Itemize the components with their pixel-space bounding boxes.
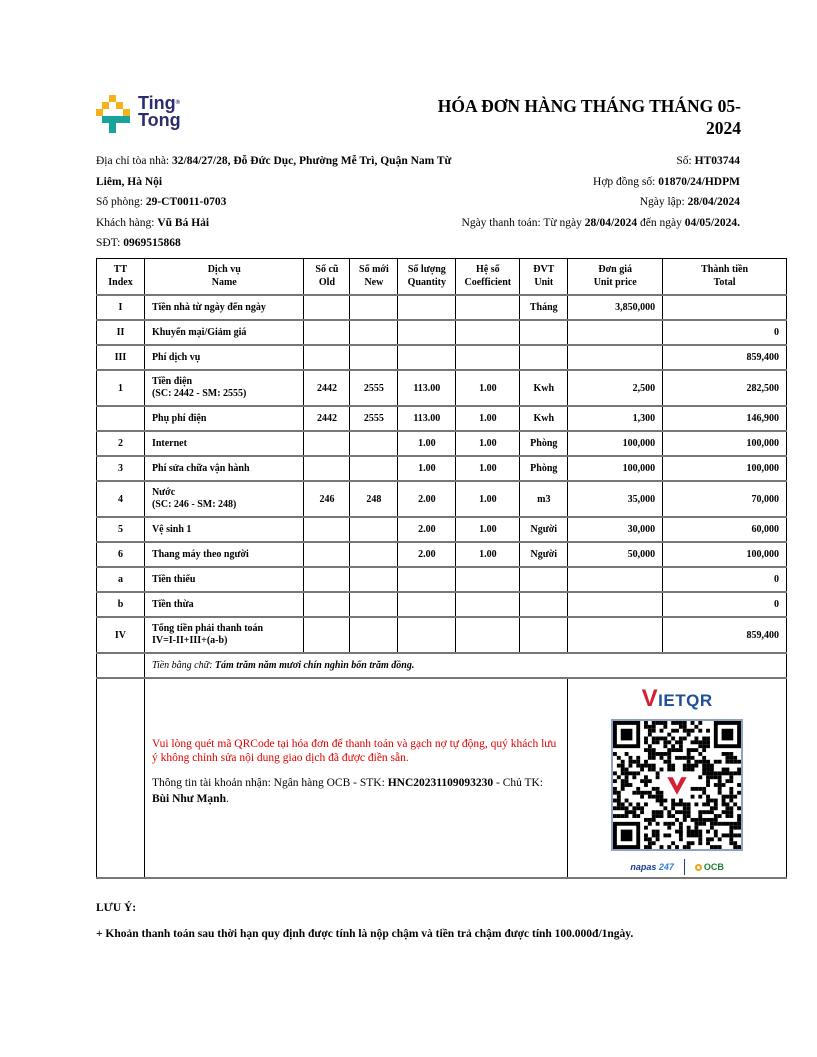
amount-in-words-row xyxy=(97,653,787,678)
invoice-title: HÓA ĐƠN HÀNG THÁNG THÁNG 05-2024 xyxy=(437,96,741,138)
cell-old xyxy=(304,542,350,567)
cell-total: 70,000 xyxy=(663,481,787,517)
cell-old xyxy=(304,592,350,617)
cell-index: II xyxy=(97,320,145,345)
notes-title: LƯU Ý: xyxy=(96,902,137,914)
column-header-vi: ĐVT xyxy=(533,264,555,275)
cell-unit: Người xyxy=(520,542,568,567)
cell-coef: 1.00 xyxy=(456,431,520,456)
cell-total: 859,400 xyxy=(663,617,787,653)
column-header-en: Coefficient xyxy=(464,276,512,288)
column-header-en: Index xyxy=(108,276,133,288)
cell-unit: Phòng xyxy=(520,456,568,481)
column-header-vi: Số mới xyxy=(359,264,389,275)
cell-old xyxy=(304,517,350,542)
column-header-en: Old xyxy=(318,276,336,288)
cell-qty: 2.00 xyxy=(398,481,456,517)
cell-name xyxy=(144,345,304,370)
cell-name xyxy=(144,406,304,431)
service-detail: (SC: 2442 - SM: 2555) xyxy=(151,388,247,399)
cell-coef: 1.00 xyxy=(456,542,520,567)
cell-total: 146,900 xyxy=(663,406,787,431)
invoice-number: Số: HT03744 xyxy=(676,155,740,167)
cell-old xyxy=(304,567,350,592)
cell-coef xyxy=(456,567,520,592)
service-name: Tiền điện xyxy=(151,376,193,387)
cell-index: b xyxy=(97,592,145,617)
cell-coef xyxy=(456,617,520,653)
column-header-en: Unit price xyxy=(593,276,637,288)
cell-index: 4 xyxy=(97,481,145,517)
service-detail: (SC: 246 - SM: 248) xyxy=(151,499,237,510)
cell-index: 1 xyxy=(97,370,145,406)
cell-index: I xyxy=(97,295,145,320)
cell-coef xyxy=(456,295,520,320)
cell-old xyxy=(304,456,350,481)
cell-old xyxy=(304,617,350,653)
customer-name: Khách hàng: Vũ Bá Hải xyxy=(96,216,210,229)
cell-total: 0 xyxy=(663,567,787,592)
cell-name xyxy=(144,567,304,592)
cell-qty: 2.00 xyxy=(398,517,456,542)
cell-coef: 1.00 xyxy=(456,370,520,406)
cell-old: 2442 xyxy=(304,370,350,406)
cell-price xyxy=(568,567,663,592)
table-row xyxy=(97,592,787,617)
cell-new: 2555 xyxy=(350,370,398,406)
cell-name xyxy=(144,295,304,320)
cell-unit xyxy=(520,617,568,653)
cell-total: 0 xyxy=(663,592,787,617)
cell-price: 100,000 xyxy=(568,456,663,481)
cell-old xyxy=(304,295,350,320)
table-row xyxy=(97,406,787,431)
cell-qty: 113.00 xyxy=(398,370,456,406)
column-header-vi: Đơn giá xyxy=(598,264,633,275)
cell-new: 248 xyxy=(350,481,398,517)
cell-price: 100,000 xyxy=(568,431,663,456)
late-payment-note: + Khoản thanh toán sau thời hạn quy định được tính là nộp chậm và tiền trả chậm được tính 100.000đ/1ngày. xyxy=(96,928,634,940)
bank-account-info: Thông tin tài khoản nhận: Ngân hàng OCB - STK: HNC20231109093230 - Chủ TK: Bùi Như Mạnh. xyxy=(151,777,544,805)
cell-new xyxy=(350,295,398,320)
created-date: Ngày lập: 28/04/2024 xyxy=(639,196,740,208)
payment-period: Ngày thanh toán: Từ ngày 28/04/2024 đến ngày 04/05/2024. xyxy=(461,216,740,229)
cell-price: 30,000 xyxy=(568,517,663,542)
column-header-vi: TT xyxy=(113,264,128,275)
cell-unit: m3 xyxy=(520,481,568,517)
account-number: HNC20231109093230 xyxy=(387,777,494,789)
cell-total: 100,000 xyxy=(663,431,787,456)
cell-new: 2555 xyxy=(350,406,398,431)
cell-coef xyxy=(456,320,520,345)
service-name: Internet xyxy=(151,437,187,449)
cell-old xyxy=(304,320,350,345)
cell-new xyxy=(350,456,398,481)
table-row xyxy=(97,456,787,481)
cell-name xyxy=(144,592,304,617)
cell-price: 35,000 xyxy=(568,481,663,517)
column-header-vi: Số cũ xyxy=(315,264,339,275)
logo-wordmark: Ting® Tong xyxy=(138,93,181,130)
cell-price: 3,850,000 xyxy=(568,295,663,320)
table-row xyxy=(97,345,787,370)
partner-logos xyxy=(575,859,779,875)
cell-qty xyxy=(398,345,456,370)
payment-info xyxy=(144,678,567,878)
cell-name xyxy=(144,517,304,542)
cell-unit: Phòng xyxy=(520,431,568,456)
cell-index xyxy=(97,406,145,431)
cell-unit xyxy=(520,345,568,370)
cell-new xyxy=(350,592,398,617)
cell-qty: 113.00 xyxy=(398,406,456,431)
cell-total: 282,500 xyxy=(663,370,787,406)
words-value: Tám trăm năm mươi chín nghìn bốn trăm đồng. xyxy=(214,659,415,671)
table-row xyxy=(97,370,787,406)
invoice-meta xyxy=(360,151,740,233)
cell-price: 50,000 xyxy=(568,542,663,567)
cell-price xyxy=(568,345,663,370)
cell-unit xyxy=(520,320,568,345)
cell-name xyxy=(144,456,304,481)
words-label: Tiền bằng chữ: xyxy=(151,659,215,671)
cell-old xyxy=(304,431,350,456)
service-name: Tiền thừa xyxy=(151,598,194,610)
table-row xyxy=(97,320,787,345)
cell-unit: Người xyxy=(520,517,568,542)
cell-empty xyxy=(97,653,145,678)
cell-total: 100,000 xyxy=(663,456,787,481)
cell-unit: Kwh xyxy=(520,406,568,431)
napas-logo: napas 247 xyxy=(630,862,674,872)
cell-name xyxy=(144,542,304,567)
cell-price: 1,300 xyxy=(568,406,663,431)
cell-index: IV xyxy=(97,617,145,653)
cell-coef xyxy=(456,592,520,617)
contract-number: Hợp đồng số: 01870/24/HDPM xyxy=(593,175,740,188)
cell-price xyxy=(568,617,663,653)
table-row xyxy=(97,567,787,592)
qr-code-icon xyxy=(613,721,741,849)
column-header-en: Quantity xyxy=(407,276,447,288)
table-row xyxy=(97,481,787,517)
cell-total: 60,000 xyxy=(663,517,787,542)
service-name: Phí sửa chữa vận hành xyxy=(151,462,250,474)
cell-old: 2442 xyxy=(304,406,350,431)
cell-index: 2 xyxy=(97,431,145,456)
column-header-en: Name xyxy=(211,276,237,288)
cell-coef: 1.00 xyxy=(456,456,520,481)
column-header xyxy=(304,259,350,296)
cell-old: 246 xyxy=(304,481,350,517)
service-name: Tiền nhà từ ngày đến ngày xyxy=(151,301,266,313)
column-header xyxy=(520,259,568,296)
column-header xyxy=(144,259,304,296)
qr-code[interactable] xyxy=(611,719,743,851)
service-name: Phí dịch vụ xyxy=(151,351,201,363)
cell-qty: 1.00 xyxy=(398,431,456,456)
cell-total: 100,000 xyxy=(663,542,787,567)
cell-index: III xyxy=(97,345,145,370)
cell-qty xyxy=(398,592,456,617)
column-header xyxy=(97,259,145,296)
table-row xyxy=(97,617,787,653)
column-header xyxy=(398,259,456,296)
column-header-vi: Thành tiền xyxy=(701,264,749,275)
column-header-en: New xyxy=(364,276,384,288)
cell-new xyxy=(350,345,398,370)
cell-name xyxy=(144,431,304,456)
column-header xyxy=(350,259,398,296)
service-name: Nước xyxy=(151,487,176,498)
column-header xyxy=(663,259,787,296)
vietqr-logo: VIETQR xyxy=(641,685,713,712)
table-row xyxy=(97,517,787,542)
cell-qty xyxy=(398,320,456,345)
cell-price xyxy=(568,592,663,617)
cell-total: 859,400 xyxy=(663,345,787,370)
phone-number: SĐT: 0969515868 xyxy=(96,237,181,249)
amount-in-words xyxy=(144,653,786,678)
service-name: Tổng tiền phải thanh toán xyxy=(151,623,264,634)
cell-name xyxy=(144,481,304,517)
column-header-vi: Hệ số xyxy=(476,264,500,275)
cell-name xyxy=(144,370,304,406)
cell-new xyxy=(350,431,398,456)
cell-price: 2,500 xyxy=(568,370,663,406)
service-name: Tiền thiếu xyxy=(151,573,196,585)
cell-new xyxy=(350,567,398,592)
account-owner: Bùi Như Mạnh xyxy=(151,793,226,805)
cell-qty: 1.00 xyxy=(398,456,456,481)
divider xyxy=(684,859,685,875)
cell-price xyxy=(568,320,663,345)
cell-new xyxy=(350,542,398,567)
column-header-vi: Số lượng xyxy=(407,264,446,275)
payment-row xyxy=(97,678,787,878)
cell-old xyxy=(304,345,350,370)
tingtong-logo-icon xyxy=(96,95,136,137)
company-logo xyxy=(96,95,196,137)
service-name: Phụ phí điện xyxy=(151,412,207,424)
ocb-dot-icon xyxy=(695,864,702,871)
column-header xyxy=(456,259,520,296)
qr-payment-block xyxy=(568,678,787,878)
cell-index: 3 xyxy=(97,456,145,481)
service-name: Khuyến mại/Giảm giá xyxy=(151,326,247,338)
cell-unit xyxy=(520,567,568,592)
cell-empty xyxy=(97,678,145,878)
column-header-en: Total xyxy=(713,276,736,288)
building-address: Địa chỉ tòa nhà: 32/84/27/28, Đỗ Đức Dục, Phường Mễ Trì, Quận Nam Từ Liêm, Hà Nội xyxy=(96,155,452,188)
cell-index: 6 xyxy=(97,542,145,567)
table-header-row xyxy=(97,259,787,296)
cell-total xyxy=(663,295,787,320)
cell-qty xyxy=(398,295,456,320)
service-name: Vệ sinh 1 xyxy=(151,523,192,535)
table-row xyxy=(97,295,787,320)
cell-coef: 1.00 xyxy=(456,406,520,431)
cell-coef xyxy=(456,345,520,370)
cell-new xyxy=(350,517,398,542)
room-number: Số phòng: 29-CT0011-0703 xyxy=(96,196,227,208)
cell-name xyxy=(144,320,304,345)
table-row xyxy=(97,431,787,456)
cell-unit: Kwh xyxy=(520,370,568,406)
column-header xyxy=(568,259,663,296)
invoice-table xyxy=(96,258,787,879)
column-header-vi: Dịch vụ xyxy=(207,264,241,275)
column-header-en: Unit xyxy=(534,276,554,288)
service-detail: IV=I-II+III+(a-b) xyxy=(151,635,228,646)
cell-total: 0 xyxy=(663,320,787,345)
cell-name xyxy=(144,617,304,653)
cell-qty xyxy=(398,567,456,592)
qr-notice: Vui lòng quét mã QRCode tại hóa đơn để thanh toán và gạch nợ tự động, quý khách lưu ý không chỉnh sửa nội dung giao dịch đã được điền sẵn. xyxy=(151,738,557,764)
ocb-logo: OCB xyxy=(695,862,724,872)
cell-coef: 1.00 xyxy=(456,517,520,542)
cell-index: 5 xyxy=(97,517,145,542)
cell-new xyxy=(350,320,398,345)
table-row xyxy=(97,542,787,567)
cell-unit xyxy=(520,592,568,617)
cell-coef: 1.00 xyxy=(456,481,520,517)
cell-qty: 2.00 xyxy=(398,542,456,567)
cell-index: a xyxy=(97,567,145,592)
service-name: Thang máy theo người xyxy=(151,548,249,560)
cell-new xyxy=(350,617,398,653)
cell-qty xyxy=(398,617,456,653)
cell-unit: Tháng xyxy=(520,295,568,320)
